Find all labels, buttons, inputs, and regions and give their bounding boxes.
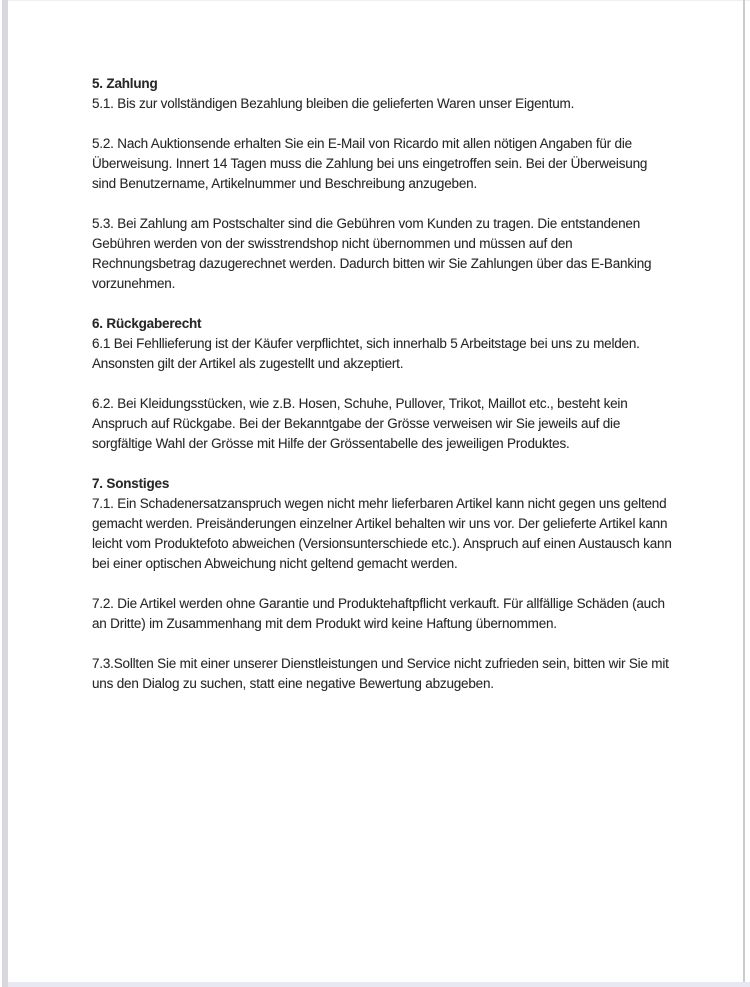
paragraph-7-3: 7.3.Sollten Sie mit einer unserer Dienstleistungen und Service nicht zufrieden sein, bitten wir Sie mit uns den Dialog zu suchen, statt eine negative Bewertung abzugeben.: [92, 656, 669, 691]
paragraph-7-2: 7.2. Die Artikel werden ohne Garantie und Produktehaftpflicht verkauft. Für allfällige Schäden (auch an Dritte) im Zusammenhang mit dem Produkt wird keine Haftung übernommen.: [92, 596, 665, 631]
page-edge-top: [8, 0, 750, 1]
paragraph-6-1: 6.1 Bei Fehllieferung ist der Käufer verpflichtet, sich innerhalb 5 Arbeitstage bei uns zu melden. Ansonsten gilt der Artikel als zugestellt und akzeptiert.: [92, 336, 640, 371]
paragraph-7-1: 7.1. Ein Schadenersatzanspruch wegen nicht mehr lieferbaren Artikel kann nicht gegen uns geltend gemacht werden. Preisänderungen einzelner Artikel behalten wir uns vor. Der gelieferte Artikel kann leicht vom Produktefoto abweichen (Versionsunterschiede etc.). Anspruch auf einen Austausch kann bei einer optischen Abweichung nicht geltend gemacht werden.: [92, 496, 672, 571]
document-page: [92, 74, 674, 714]
section-heading-rueckgaberecht: 6. Rückgaberecht: [92, 316, 202, 331]
section-heading-zahlung: 5. Zahlung: [92, 76, 158, 91]
page-edge-left: [2, 0, 8, 987]
paragraph-6-2: 6.2. Bei Kleidungsstücken, wie z.B. Hosen, Schuhe, Pullover, Trikot, Maillot etc., besteht kein Anspruch auf Rückgabe. Bei der Bekanntgabe der Grösse verweisen wir Sie jeweils auf die sorgfältige Wahl der Grösse mit Hilfe der Grössentabelle des jeweiligen Produktes.: [92, 396, 628, 451]
section-heading-sonstiges: 7. Sonstiges: [92, 476, 170, 491]
section-sonstiges: [92, 474, 674, 694]
page-edge-bottom: [8, 982, 750, 987]
paragraph-5-3: 5.3. Bei Zahlung am Postschalter sind die Gebühren vom Kunden zu tragen. Die entstandenen Gebühren werden von der swisstrendshop nicht übernommen und müssen auf den Rechnungsbetrag dazugerechnet werden. Dadurch bitten wir Sie Zahlungen über das E-Banking vorzunehmen.: [92, 216, 652, 291]
paragraph-5-2: 5.2. Nach Auktionsende erhalten Sie ein E-Mail von Ricardo mit allen nötigen Angaben für die Überweisung. Innert 14 Tagen muss die Zahlung bei uns eingetroffen sein. Bei der Überweisung sind Benutzername, Artikelnummer und Beschreibung anzugeben.: [92, 136, 648, 191]
section-rueckgaberecht: [92, 314, 674, 454]
section-zahlung: [92, 74, 674, 294]
page-edge-right: [743, 0, 745, 987]
paragraph-5-1: 5.1. Bis zur vollständigen Bezahlung bleiben die gelieferten Waren unser Eigentum.: [92, 96, 575, 111]
